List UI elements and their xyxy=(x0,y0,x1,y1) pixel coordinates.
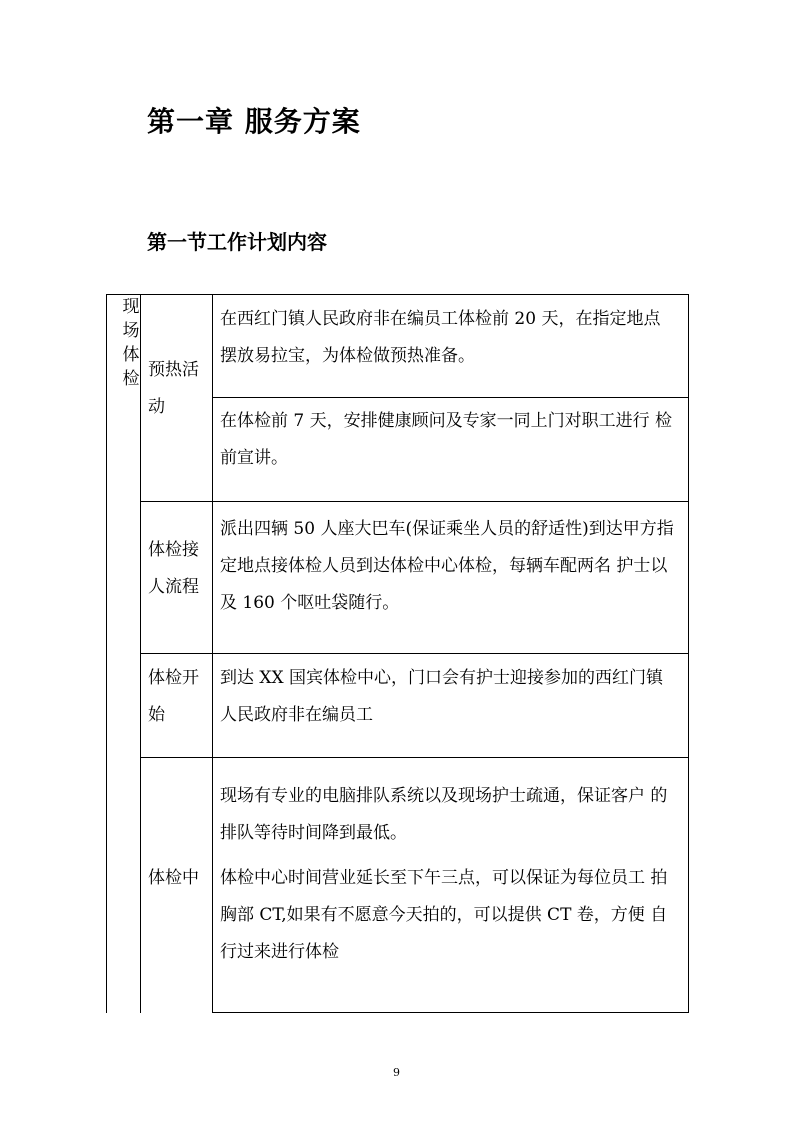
stage-content: 在体检前 7 天，安排健康顾问及专家一同上门对职工进行 检前宣讲。 xyxy=(220,411,673,468)
group-label: 现场体检 xyxy=(122,297,140,389)
stage-label: 体检接人流程 xyxy=(148,540,199,597)
stage-label: 体检开始 xyxy=(148,668,199,725)
table-bottom-border xyxy=(212,1012,689,1013)
row-divider xyxy=(140,653,689,654)
stage-content: 派出四辆 50 人座大巴车(保证乘坐人员的舒适性)到达甲方指定地点接体检人员到达体检中心体检，每辆车配两名 护士以及 160 个呕吐袋随行。 xyxy=(220,519,674,613)
page-number: 9 xyxy=(393,1066,400,1079)
section-title: 第一节工作计划内容 xyxy=(147,230,327,254)
chapter-title: 第一章 服务方案 xyxy=(147,105,361,138)
row-divider xyxy=(140,501,689,502)
stage-label: 预热活动 xyxy=(148,360,199,417)
stage-content: 到达 XX 国宾体检中心，门口会有护士迎接参加的西红门镇 人民政府非在编员工 xyxy=(220,668,664,725)
row-divider xyxy=(212,397,689,398)
stage-content: 体检中心时间营业延长至下午三点，可以保证为每位员工 拍胸部 CT,如果有不愿意今天拍的，可以提供 CT 卷，方便 自行过来进行体检 xyxy=(220,868,668,962)
table-left-border xyxy=(106,294,107,1013)
stage-content: 现场有专业的电脑排队系统以及现场护士疏通，保证客户 的排队等待时间降到最低。 xyxy=(220,786,668,843)
stage-content: 在西红门镇人民政府非在编员工体检前 20 天，在指定地点 摆放易拉宝，为体检做预热准备。 xyxy=(220,309,661,366)
stage-label: 体检中 xyxy=(148,868,199,888)
row-divider xyxy=(140,757,689,758)
table-top-border xyxy=(106,294,689,295)
